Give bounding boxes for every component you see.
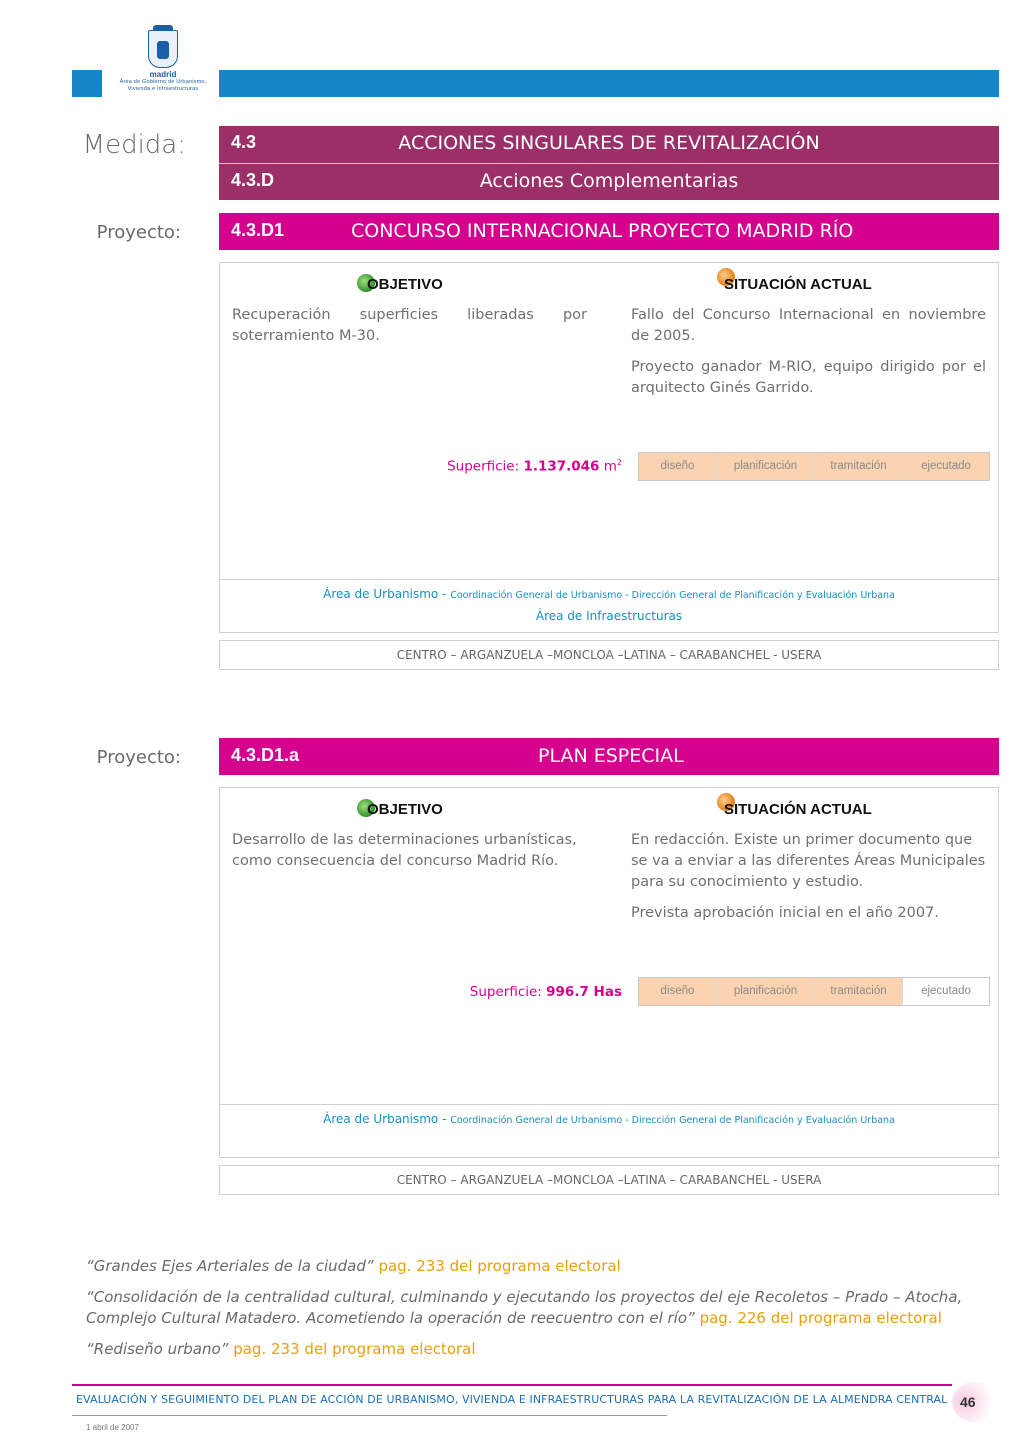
quote: [86, 1256, 966, 1277]
proyecto-label: Proyecto:: [96, 747, 181, 768]
objetivo-heading: OBJETIVO: [367, 276, 443, 293]
surface-value: [380, 984, 622, 1000]
quote-reference: pag. 233 del programa electoral: [228, 1340, 476, 1358]
project-box: [219, 262, 999, 633]
page-number: 46: [952, 1382, 996, 1422]
proyecto-label: Proyecto:: [96, 222, 181, 243]
surface-unit-exponent: 2: [616, 458, 622, 467]
medida-title: ACCIONES SINGULARES DE REVITALIZACIÓN: [398, 132, 820, 154]
program-quotes: [86, 1256, 966, 1370]
surface-number: 1.137.046: [523, 458, 600, 475]
status-planificacion: planificación: [717, 453, 815, 480]
status-diseno: diseño: [639, 453, 717, 480]
responsible-line: [220, 587, 998, 601]
logo-name: madrid: [149, 70, 177, 79]
project-code: 4.3.D1.a: [231, 745, 300, 765]
objetivo-heading: OBJETIVO: [367, 801, 443, 818]
situacion-text: [631, 305, 986, 409]
quote-reference: pag. 233 del programa electoral: [373, 1257, 621, 1275]
medida-divider: [219, 163, 999, 164]
project-title: PLAN ESPECIAL: [538, 745, 684, 767]
document-date: 1 abril de 2007: [86, 1423, 139, 1432]
status-table: [638, 452, 990, 481]
situacion-paragraph: Prevista aprobación inicial en el año 2007.: [631, 905, 939, 921]
status-diseno: diseño: [639, 978, 717, 1005]
districts-box: CENTRO – ARGANZUELA –MONCLOA –LATINA – CARABANCHEL - USERA: [219, 640, 999, 670]
responsible-area: Área de Urbanismo -: [323, 1112, 451, 1126]
objetivo-text: Recuperación superficies liberadas por soterramiento M-30.: [232, 307, 587, 344]
quote-reference: pag. 226 del programa electoral: [694, 1309, 942, 1327]
medida-label: Medida:: [82, 130, 186, 160]
medida-row: [219, 170, 999, 206]
situacion-heading: SITUACIÓN ACTUAL: [724, 801, 872, 818]
header-accent-square: [72, 70, 102, 97]
situacion-paragraph: Fallo del Concurso Internacional en noviembre de 2005.: [631, 307, 986, 344]
objetivo-text: Desarrollo de las determinaciones urbanísticas, como consecuencia del concurso Madrid Río.: [232, 832, 577, 869]
medida-subtitle: Acciones Complementarias: [479, 170, 739, 192]
project-header: [219, 738, 999, 775]
medida-box: [219, 126, 999, 200]
quote: [86, 1287, 966, 1329]
surface-number: 996.7 Has: [546, 984, 622, 1000]
madrid-logo: [103, 30, 223, 93]
responsible-detail: Coordinación General de Urbanismo - Dirección General de Planificación y Evaluación Urbana: [450, 1115, 895, 1126]
status-ejecutado: ejecutado: [903, 453, 989, 480]
surface-label: Superficie:: [469, 984, 547, 1000]
responsible-section: [220, 579, 998, 633]
status-table: [638, 977, 990, 1006]
quote-text: “Consolidación de la centralidad cultural, culminando y ejecutando los proyectos del eje Recoletos – Prado – Atocha, Complejo Cultural Matadero. Acometiendo la operación de reecuentro con el río”: [86, 1288, 963, 1327]
responsible-area: Área de Urbanismo -: [323, 587, 451, 601]
project-title: CONCURSO INTERNACIONAL PROYECTO MADRID RÍO: [351, 220, 854, 242]
responsible-line: [220, 1112, 998, 1126]
situacion-heading: SITUACIÓN ACTUAL: [724, 276, 872, 293]
footer-divider: [72, 1384, 952, 1386]
status-planificacion: planificación: [717, 978, 815, 1005]
quote: [86, 1339, 966, 1360]
status-tramitacion: tramitación: [815, 978, 903, 1005]
madrid-crest-icon: [148, 30, 178, 68]
header-bar: [219, 70, 999, 97]
project-header: [219, 213, 999, 250]
quote-text: “Rediseño urbano”: [86, 1340, 229, 1358]
surface-value: [380, 458, 622, 475]
districts-box: CENTRO – ARGANZUELA –MONCLOA –LATINA – CARABANCHEL - USERA: [219, 1165, 999, 1195]
logo-subtitle-2: Vivienda e Infraestructuras: [127, 86, 199, 92]
situacion-text: [631, 830, 993, 934]
footer-divider-bottom: [72, 1415, 667, 1416]
status-tramitacion: tramitación: [815, 453, 903, 480]
quote-text: “Grandes Ejes Arteriales de la ciudad”: [86, 1257, 374, 1275]
status-ejecutado: ejecutado: [921, 985, 971, 997]
project-code: 4.3.D1: [231, 220, 285, 240]
surface-unit: m: [599, 458, 617, 475]
medida-code: 4.3.D: [231, 170, 275, 190]
responsible-detail: Coordinación General de Urbanismo - Dirección General de Planificación y Evaluación Urbana: [450, 590, 895, 601]
surface-label: Superficie:: [447, 458, 524, 475]
medida-code: 4.3: [231, 132, 257, 152]
situacion-paragraph: Proyecto ganador M-RIO, equipo dirigido por el arquitecto Ginés Garrido.: [631, 359, 986, 396]
footer-title: EVALUACIÓN Y SEGUIMIENTO DEL PLAN DE ACCIÓN DE URBANISMO, VIVIENDA E INFRAESTRUCTURAS PARA LA REVITALIZACIÓN DE LA ALMENDRA CENTRAL: [76, 1393, 948, 1406]
responsible-area-2: Área de Infraestructuras: [535, 609, 683, 623]
responsible-section: [220, 1104, 998, 1158]
project-box: [219, 787, 999, 1158]
logo-subtitle-1: Área de Gobierno de Urbanismo,: [119, 79, 207, 85]
situacion-paragraph: En redacción. Existe un primer documento que se va a enviar a las diferentes Áreas Municipales para su conocimiento y estudio.: [631, 832, 986, 890]
